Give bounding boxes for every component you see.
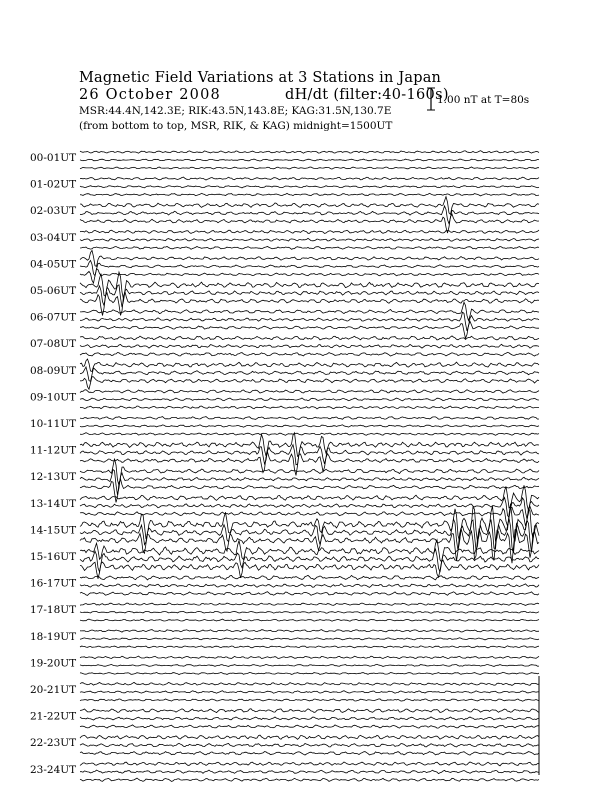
kag-trace — [80, 540, 539, 562]
rik-trace — [80, 611, 539, 613]
kag-trace — [80, 735, 539, 739]
rik-trace — [80, 743, 539, 747]
kag-trace — [80, 656, 539, 658]
hour-label: 22-23UT — [30, 737, 77, 750]
rik-trace — [80, 498, 539, 520]
msr-trace — [80, 479, 539, 503]
msr-trace — [80, 352, 539, 356]
msr-trace — [80, 699, 539, 701]
chart-date: 26 October 2008 — [79, 87, 221, 103]
rik-trace — [80, 159, 539, 161]
kag-trace — [80, 762, 539, 766]
hour-label: 21-22UT — [30, 710, 77, 723]
rik-trace — [80, 285, 539, 307]
msr-trace — [80, 377, 539, 390]
msr-trace — [80, 725, 539, 728]
kag-trace — [80, 417, 539, 420]
kag-trace — [80, 230, 539, 233]
hour-label: 03-04UT — [30, 231, 77, 244]
hour-label: 18-19UT — [30, 630, 77, 643]
kag-trace — [80, 504, 539, 542]
rik-trace — [80, 425, 539, 427]
kag-trace — [80, 459, 539, 486]
kag-trace — [80, 603, 539, 606]
rik-trace — [80, 584, 539, 588]
hour-label: 02-03UT — [30, 205, 77, 218]
hour-label: 06-07UT — [30, 311, 77, 324]
msr-trace — [80, 406, 539, 409]
msr-trace — [80, 560, 539, 579]
kag-trace — [80, 197, 539, 215]
msr-trace — [80, 193, 539, 196]
kag-trace — [80, 359, 539, 372]
hour-label: 14-15UT — [30, 524, 77, 537]
msr-trace — [80, 778, 539, 781]
kag-trace — [80, 485, 539, 510]
hour-label: 15-16UT — [30, 551, 77, 563]
rik-trace — [80, 238, 539, 241]
msr-trace — [80, 292, 539, 316]
hour-label: 12-13UT — [30, 471, 77, 484]
station-coordinates: MSR:44.4N,142.3E; RIK:43.5N,143.8E; KAG:31.5N,130.7E — [79, 105, 392, 117]
rik-trace — [80, 470, 539, 495]
msr-trace — [80, 433, 539, 436]
hour-label: 01-02UT — [30, 178, 77, 191]
kag-trace — [80, 177, 539, 180]
kag-trace — [80, 250, 539, 266]
msr-trace — [80, 752, 539, 755]
hour-label: 16-17UT — [30, 577, 77, 590]
hour-label: 00-01UT — [30, 152, 77, 164]
kag-trace — [80, 575, 539, 580]
rik-trace — [80, 186, 539, 188]
kag-trace — [80, 630, 539, 633]
scale-label: 1.00 nT at T=80s — [437, 94, 530, 106]
msr-trace — [80, 592, 539, 596]
kag-trace — [80, 390, 539, 393]
msr-trace — [80, 646, 539, 648]
hour-label: 20-21UT — [30, 684, 77, 696]
chart-quantity: dH/dt (filter:40-160s) — [285, 87, 449, 103]
msr-trace — [80, 246, 539, 249]
kag-trace — [80, 272, 539, 299]
rik-trace — [80, 638, 539, 640]
rik-trace — [80, 445, 539, 465]
chart-title: Magnetic Field Variations at 3 Stations in Japan — [79, 70, 442, 86]
msr-trace — [80, 619, 539, 621]
rik-trace — [80, 770, 539, 774]
msr-trace — [80, 269, 539, 283]
rik-trace — [80, 398, 539, 401]
hour-label: 07-08UT — [30, 338, 77, 351]
kag-trace — [80, 336, 539, 340]
hour-label: 05-06UT — [30, 285, 77, 297]
kag-trace — [80, 709, 539, 713]
hour-label: 10-11UT — [30, 418, 77, 430]
msr-trace — [80, 214, 539, 233]
kag-trace — [80, 682, 539, 685]
rik-trace — [80, 367, 539, 381]
hour-label: 17-18UT — [30, 604, 77, 617]
hour-label: 04-05UT — [30, 258, 77, 271]
rik-trace — [80, 691, 539, 694]
station-order-note: (from bottom to top, MSR, RIK, & KAG) midnight=1500UT — [79, 120, 393, 132]
kag-trace — [80, 151, 539, 154]
msr-trace — [80, 321, 539, 338]
msr-trace — [80, 672, 539, 674]
msr-trace — [80, 167, 539, 169]
hour-label: 11-12UT — [30, 444, 77, 457]
hour-label: 23-24UT — [30, 763, 77, 776]
hour-label: 13-14UT — [30, 497, 77, 510]
hour-label: 08-09UT — [30, 364, 77, 377]
rik-trace — [80, 664, 539, 666]
hour-label: 19-20UT — [30, 657, 77, 670]
rik-trace — [80, 717, 539, 720]
hour-label: 09-10UT — [30, 391, 77, 404]
rik-trace — [80, 344, 539, 348]
